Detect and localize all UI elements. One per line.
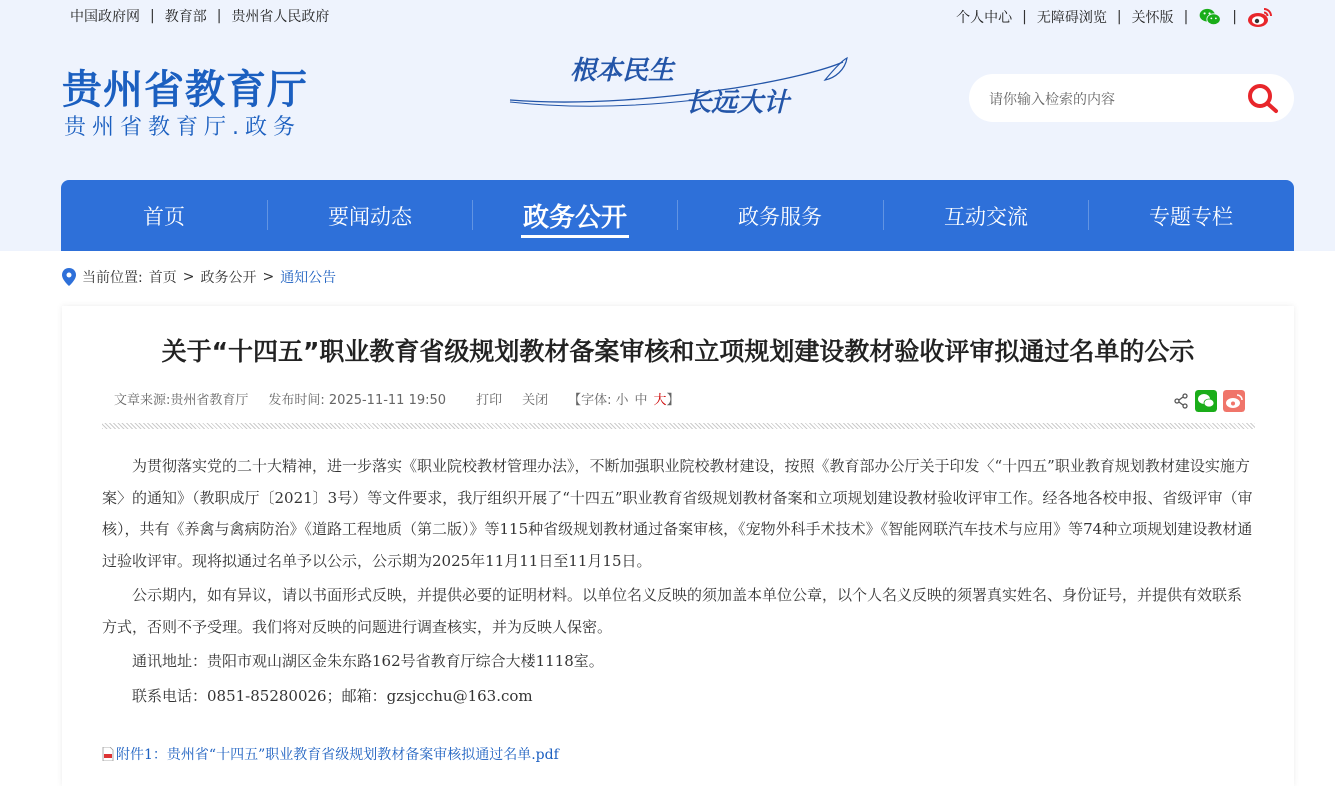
nav-special-topics[interactable]: 专题专栏 xyxy=(1149,204,1233,229)
article-body xyxy=(102,451,1255,715)
article-card xyxy=(62,306,1294,786)
separator: | xyxy=(1183,9,1189,25)
search-icon[interactable] xyxy=(1246,83,1280,115)
article-source: 文章来源:贵州省教育厅 xyxy=(114,393,249,408)
article-paragraph: 为贯彻落实党的二十大精神，进一步落实《职业院校教材管理办法》，不断加强职业院校教材建设，按照《教育部办公厅关于印发〈“十四五”职业教育规划教材建设实施方案〉的通知》（教职成厅〔2021〕3号）等文件要求，我厅组织开展了“十四五”职业教育省级规划教材备案和立项规划建设教材验收评审工作。经各地各校申报、省级评审（审核），共有《养禽与禽病防治》《道路工程地质（第二版）》等115种省级规划教材通过备案审核，《宠物外科手术技术》《智能网联汽车技术与应用》等74种立项规划建设教材通过验收评审。现将拟通过名单予以公示，公示期为2025年11月11日至11月15日。 xyxy=(102,457,1253,570)
font-medium-button[interactable]: 中 xyxy=(634,393,648,408)
nav-home[interactable]: 首页 xyxy=(143,204,185,229)
link-provincial-gov[interactable]: 贵州省人民政府 xyxy=(231,9,330,25)
breadcrumb-label: 当前位置: xyxy=(82,270,143,286)
font-large-button[interactable]: 大 xyxy=(653,393,667,408)
pdf-file-icon xyxy=(102,747,114,761)
slogan-swoosh-icon xyxy=(505,48,850,123)
share-bar xyxy=(1173,390,1245,412)
font-size-label: 【字体: xyxy=(568,393,612,408)
article-title: 关于“十四五”职业教育省级规划教材备案审核和立项规划建设教材验收评审拟通过名单的公示 xyxy=(161,337,1195,366)
link-care-version[interactable]: 关怀版 xyxy=(1131,10,1174,26)
breadcrumb-gov-affairs[interactable]: 政务公开 xyxy=(200,270,257,286)
font-small-button[interactable]: 小 xyxy=(615,393,629,408)
close-button[interactable]: 关闭 xyxy=(522,393,549,408)
nav-news[interactable]: 要闻动态 xyxy=(328,204,412,229)
article-published: 发布时间: 2025-11-11 19:50 xyxy=(268,393,447,408)
site-logo-subtitle: 贵州省教育厅.政务 xyxy=(64,115,301,140)
separator: | xyxy=(1116,9,1122,25)
title-divider xyxy=(102,423,1255,429)
link-accessibility[interactable]: 无障碍浏览 xyxy=(1036,10,1107,26)
attachment-link[interactable] xyxy=(102,744,559,764)
nav-active-underline xyxy=(521,235,629,238)
breadcrumb-notices[interactable]: 通知公告 xyxy=(280,270,337,286)
separator: | xyxy=(1232,9,1237,25)
share-weibo-icon[interactable] xyxy=(1223,390,1245,412)
slogan-line-1: 根本民生 xyxy=(570,56,675,86)
breadcrumb-sep: > xyxy=(182,269,195,285)
article-paragraph: 通讯地址：贵阳市观山湖区金朱东路162号省教育厅综合大楼1118室。 xyxy=(132,652,604,670)
wechat-icon[interactable] xyxy=(1198,8,1222,26)
breadcrumb-home[interactable]: 首页 xyxy=(148,270,177,286)
main-nav xyxy=(61,180,1294,251)
slogan-banner xyxy=(505,48,850,123)
share-icon[interactable] xyxy=(1173,393,1189,409)
separator: | xyxy=(1022,9,1027,25)
weibo-icon[interactable] xyxy=(1247,6,1273,28)
article-paragraph: 公示期内，如有异议，请以书面形式反映，并提供必要的证明材料。以单位名义反映的须加盖本单位公章，以个人名义反映的须署真实姓名、身份证号，并提供有效联系方式，否则不予受理。我们将对反映的问题进行调查核实，并为反映人保密。 xyxy=(102,586,1243,636)
link-personal-center[interactable]: 个人中心 xyxy=(956,10,1013,26)
separator: | xyxy=(216,8,222,24)
top-links-left xyxy=(70,6,329,26)
search-box xyxy=(969,74,1294,122)
breadcrumb xyxy=(62,267,336,287)
location-pin-icon xyxy=(62,268,76,286)
separator: | xyxy=(150,8,155,24)
site-logo-title[interactable]: 贵州省教育厅 xyxy=(62,67,308,113)
article-meta xyxy=(114,389,680,408)
article-paragraph: 联系电话：0851-85280026；邮箱：gzsjcchu@163.com xyxy=(132,686,533,705)
nav-interaction[interactable]: 互动交流 xyxy=(944,204,1028,229)
share-wechat-icon[interactable] xyxy=(1195,390,1217,412)
top-links-right xyxy=(956,6,1273,28)
nav-gov-affairs[interactable]: 政务公开 xyxy=(472,180,678,251)
link-moe[interactable]: 教育部 xyxy=(164,9,207,25)
nav-gov-services[interactable]: 政务服务 xyxy=(738,204,822,229)
link-gov-portal[interactable]: 中国政府网 xyxy=(70,9,140,25)
attachment-name[interactable]: 附件1：贵州省“十四五”职业教育省级规划教材备案审核拟通过名单.pdf xyxy=(116,747,559,763)
breadcrumb-sep: > xyxy=(262,269,275,285)
print-button[interactable]: 打印 xyxy=(476,393,503,408)
slogan-line-2: 长远大计 xyxy=(685,88,790,118)
search-input[interactable] xyxy=(987,86,1231,112)
font-size-label-end: 】 xyxy=(666,393,680,408)
